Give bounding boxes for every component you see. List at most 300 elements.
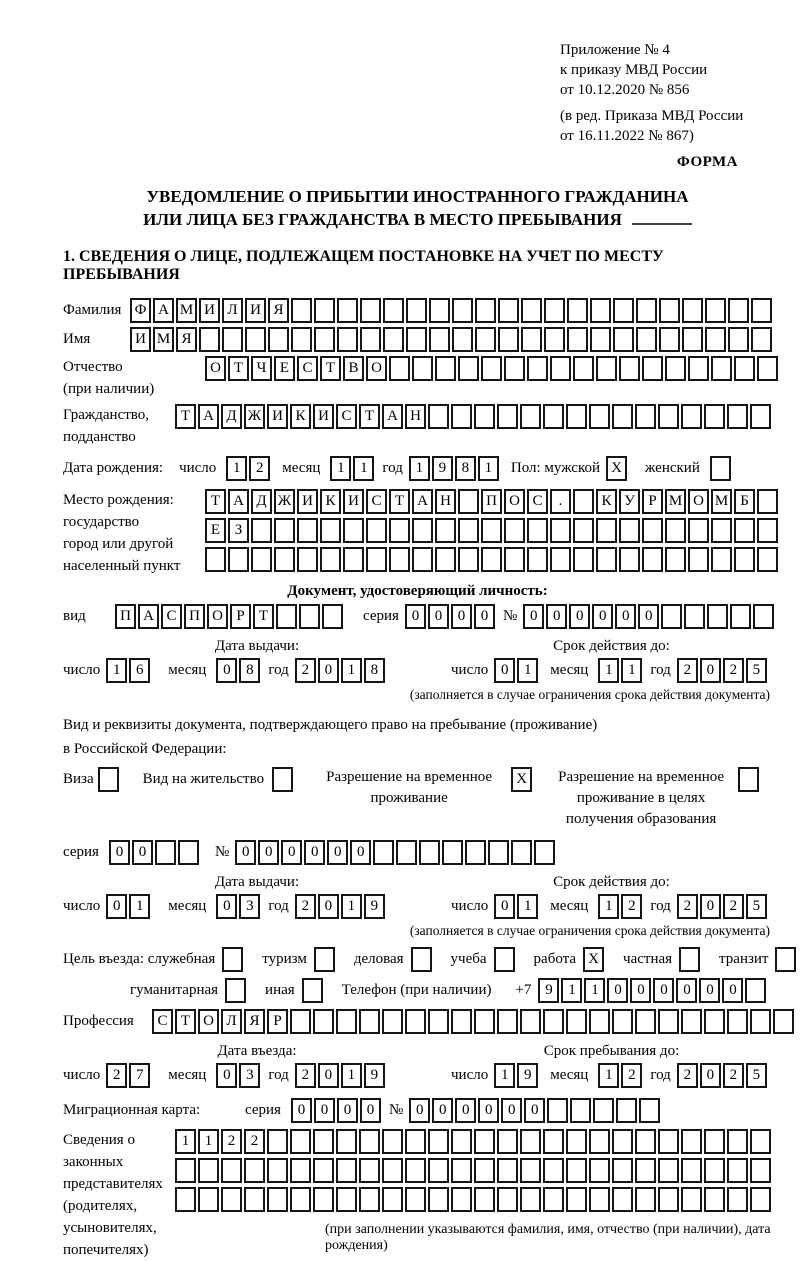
char-cell[interactable] (198, 1158, 219, 1183)
char-cell[interactable] (451, 404, 472, 429)
char-cell[interactable] (727, 1129, 748, 1154)
char-cell[interactable] (636, 327, 657, 352)
char-cell[interactable] (336, 1009, 357, 1034)
char-cell[interactable] (313, 1158, 334, 1183)
char-cell[interactable]: П (184, 604, 205, 629)
char-cell[interactable] (359, 1158, 380, 1183)
char-cell[interactable]: Т (253, 604, 274, 629)
char-cell[interactable]: 3 (239, 1063, 260, 1088)
char-cell[interactable] (665, 356, 686, 381)
char-cell[interactable] (291, 298, 312, 323)
char-cell[interactable] (383, 298, 404, 323)
char-cell[interactable]: С (336, 404, 357, 429)
char-cell[interactable] (550, 547, 571, 572)
char-cell[interactable] (314, 947, 335, 972)
char-cell[interactable]: Е (205, 518, 226, 543)
char-cell[interactable] (616, 1098, 637, 1123)
char-cell[interactable]: Я (176, 327, 197, 352)
char-cell[interactable] (773, 1009, 794, 1034)
char-cell[interactable] (544, 327, 565, 352)
char-cell[interactable] (707, 604, 728, 629)
char-cell[interactable] (389, 547, 410, 572)
title-fill-blank[interactable] (632, 223, 692, 225)
char-cell[interactable] (336, 1129, 357, 1154)
char-cell[interactable]: 0 (546, 604, 567, 629)
char-cell[interactable] (688, 518, 709, 543)
char-cell[interactable] (343, 518, 364, 543)
char-cell[interactable] (612, 1187, 633, 1212)
char-cell[interactable] (589, 1187, 610, 1212)
char-cell[interactable] (711, 547, 732, 572)
char-cell[interactable]: З (228, 518, 249, 543)
char-cell[interactable] (268, 327, 289, 352)
char-cell[interactable] (221, 1158, 242, 1183)
char-cell[interactable] (705, 298, 726, 323)
char-cell[interactable] (267, 1129, 288, 1154)
char-cell[interactable] (290, 1009, 311, 1034)
char-cell[interactable]: 0 (216, 894, 237, 919)
char-cell[interactable] (244, 1158, 265, 1183)
char-cell[interactable]: 0 (615, 604, 636, 629)
char-cell[interactable]: 0 (318, 894, 339, 919)
char-cell[interactable]: 1 (561, 978, 582, 1003)
char-cell[interactable]: 2 (295, 1063, 316, 1088)
char-cell[interactable] (665, 518, 686, 543)
char-cell[interactable] (710, 456, 731, 481)
char-cell[interactable] (566, 1129, 587, 1154)
char-cell[interactable] (527, 356, 548, 381)
char-cell[interactable]: С (366, 489, 387, 514)
char-cell[interactable] (635, 1129, 656, 1154)
char-cell[interactable] (520, 1129, 541, 1154)
char-cell[interactable]: О (688, 489, 709, 514)
char-cell[interactable]: С (161, 604, 182, 629)
char-cell[interactable] (544, 298, 565, 323)
char-cell[interactable]: А (228, 489, 249, 514)
char-cell[interactable]: Т (175, 404, 196, 429)
char-cell[interactable] (481, 356, 502, 381)
char-cell[interactable] (451, 1129, 472, 1154)
char-cell[interactable] (589, 1009, 610, 1034)
char-cell[interactable] (451, 1158, 472, 1183)
char-cell[interactable] (458, 518, 479, 543)
char-cell[interactable]: 9 (538, 978, 559, 1003)
char-cell[interactable] (619, 356, 640, 381)
char-cell[interactable]: 0 (524, 1098, 545, 1123)
char-cell[interactable]: 0 (451, 604, 472, 629)
char-cell[interactable] (175, 1187, 196, 1212)
char-cell[interactable] (274, 547, 295, 572)
char-cell[interactable]: Р (642, 489, 663, 514)
char-cell[interactable]: 0 (699, 978, 720, 1003)
char-cell[interactable]: Р (230, 604, 251, 629)
char-cell[interactable]: 0 (304, 840, 325, 865)
char-cell[interactable] (681, 1158, 702, 1183)
char-cell[interactable] (498, 298, 519, 323)
char-cell[interactable] (596, 518, 617, 543)
char-cell[interactable] (612, 1009, 633, 1034)
char-cell[interactable] (612, 1158, 633, 1183)
char-cell[interactable]: 0 (281, 840, 302, 865)
char-cell[interactable] (635, 1158, 656, 1183)
char-cell[interactable]: 1 (409, 456, 430, 481)
char-cell[interactable] (382, 1158, 403, 1183)
char-cell[interactable]: 1 (341, 658, 362, 683)
char-cell[interactable] (704, 404, 725, 429)
char-cell[interactable]: О (504, 489, 525, 514)
char-cell[interactable] (435, 547, 456, 572)
char-cell[interactable]: 1 (198, 1129, 219, 1154)
char-cell[interactable]: 1 (129, 894, 150, 919)
char-cell[interactable]: Д (251, 489, 272, 514)
char-cell[interactable] (567, 327, 588, 352)
char-cell[interactable]: И (199, 298, 220, 323)
char-cell[interactable] (297, 547, 318, 572)
char-cell[interactable] (465, 840, 486, 865)
char-cell[interactable]: 0 (132, 840, 153, 865)
char-cell[interactable] (658, 1187, 679, 1212)
char-cell[interactable]: 1 (517, 894, 538, 919)
char-cell[interactable]: 2 (295, 894, 316, 919)
char-cell[interactable]: 0 (523, 604, 544, 629)
char-cell[interactable]: 1 (175, 1129, 196, 1154)
char-cell[interactable]: Б (734, 489, 755, 514)
char-cell[interactable]: 0 (327, 840, 348, 865)
char-cell[interactable] (435, 356, 456, 381)
char-cell[interactable] (452, 327, 473, 352)
char-cell[interactable]: 5 (746, 658, 767, 683)
char-cell[interactable] (406, 298, 427, 323)
char-cell[interactable]: Р (267, 1009, 288, 1034)
char-cell[interactable] (688, 547, 709, 572)
char-cell[interactable] (750, 404, 771, 429)
char-cell[interactable] (738, 767, 759, 792)
char-cell[interactable] (619, 547, 640, 572)
char-cell[interactable] (728, 298, 749, 323)
char-cell[interactable] (155, 840, 176, 865)
char-cell[interactable] (734, 518, 755, 543)
char-cell[interactable]: Ч (251, 356, 272, 381)
char-cell[interactable]: 2 (221, 1129, 242, 1154)
char-cell[interactable] (405, 1187, 426, 1212)
char-cell[interactable]: 7 (129, 1063, 150, 1088)
char-cell[interactable]: 0 (501, 1098, 522, 1123)
char-cell[interactable]: В (343, 356, 364, 381)
char-cell[interactable]: 9 (364, 1063, 385, 1088)
char-cell[interactable]: 2 (677, 894, 698, 919)
char-cell[interactable]: Т (359, 404, 380, 429)
char-cell[interactable] (474, 1158, 495, 1183)
char-cell[interactable] (337, 298, 358, 323)
char-cell[interactable] (276, 604, 297, 629)
char-cell[interactable]: 5 (746, 894, 767, 919)
char-cell[interactable]: К (596, 489, 617, 514)
char-cell[interactable]: Н (405, 404, 426, 429)
char-cell[interactable] (336, 1187, 357, 1212)
char-cell[interactable] (511, 840, 532, 865)
char-cell[interactable]: 0 (350, 840, 371, 865)
char-cell[interactable]: 0 (318, 658, 339, 683)
char-cell[interactable] (734, 547, 755, 572)
char-cell[interactable] (520, 1187, 541, 1212)
char-cell[interactable]: 0 (700, 894, 721, 919)
char-cell[interactable] (451, 1009, 472, 1034)
char-cell[interactable] (658, 1129, 679, 1154)
char-cell[interactable] (198, 1187, 219, 1212)
char-cell[interactable] (290, 1187, 311, 1212)
char-cell[interactable] (428, 1129, 449, 1154)
char-cell[interactable]: Т (205, 489, 226, 514)
char-cell[interactable] (98, 767, 119, 792)
char-cell[interactable]: Д (221, 404, 242, 429)
char-cell[interactable] (730, 604, 751, 629)
char-cell[interactable]: Я (244, 1009, 265, 1034)
char-cell[interactable]: И (343, 489, 364, 514)
char-cell[interactable]: 0 (337, 1098, 358, 1123)
char-cell[interactable] (428, 1187, 449, 1212)
char-cell[interactable]: 1 (353, 456, 374, 481)
char-cell[interactable]: 5 (746, 1063, 767, 1088)
char-cell[interactable] (199, 327, 220, 352)
char-cell[interactable] (498, 327, 519, 352)
char-cell[interactable]: 1 (106, 658, 127, 683)
char-cell[interactable]: 9 (364, 894, 385, 919)
char-cell[interactable] (497, 1187, 518, 1212)
char-cell[interactable] (612, 404, 633, 429)
char-cell[interactable]: 2 (723, 658, 744, 683)
char-cell[interactable]: 0 (409, 1098, 430, 1123)
char-cell[interactable]: 0 (106, 894, 127, 919)
char-cell[interactable] (775, 947, 796, 972)
char-cell[interactable]: 0 (216, 1063, 237, 1088)
char-cell[interactable] (543, 1009, 564, 1034)
char-cell[interactable] (573, 356, 594, 381)
char-cell[interactable] (452, 298, 473, 323)
char-cell[interactable] (573, 518, 594, 543)
char-cell[interactable] (411, 947, 432, 972)
char-cell[interactable]: 0 (592, 604, 613, 629)
char-cell[interactable]: 1 (330, 456, 351, 481)
char-cell[interactable]: 0 (455, 1098, 476, 1123)
char-cell[interactable]: 2 (621, 1063, 642, 1088)
char-cell[interactable] (727, 1187, 748, 1212)
char-cell[interactable] (682, 298, 703, 323)
char-cell[interactable]: 0 (653, 978, 674, 1003)
char-cell[interactable]: 0 (478, 1098, 499, 1123)
char-cell[interactable] (711, 356, 732, 381)
char-cell[interactable]: 3 (239, 894, 260, 919)
char-cell[interactable] (750, 1187, 771, 1212)
char-cell[interactable]: 0 (676, 978, 697, 1003)
char-cell[interactable]: О (366, 356, 387, 381)
char-cell[interactable]: 2 (295, 658, 316, 683)
char-cell[interactable] (412, 547, 433, 572)
char-cell[interactable] (497, 1158, 518, 1183)
char-cell[interactable]: 2 (677, 658, 698, 683)
char-cell[interactable]: А (198, 404, 219, 429)
char-cell[interactable] (527, 547, 548, 572)
char-cell[interactable] (520, 1009, 541, 1034)
char-cell[interactable] (520, 404, 541, 429)
char-cell[interactable]: 0 (494, 658, 515, 683)
char-cell[interactable] (488, 840, 509, 865)
char-cell[interactable] (727, 404, 748, 429)
char-cell[interactable] (593, 1098, 614, 1123)
char-cell[interactable]: О (207, 604, 228, 629)
char-cell[interactable] (619, 518, 640, 543)
char-cell[interactable] (547, 1098, 568, 1123)
char-cell[interactable] (684, 604, 705, 629)
char-cell[interactable] (272, 767, 293, 792)
char-cell[interactable] (251, 518, 272, 543)
char-cell[interactable] (521, 298, 542, 323)
char-cell[interactable]: П (481, 489, 502, 514)
char-cell[interactable] (497, 404, 518, 429)
char-cell[interactable]: А (382, 404, 403, 429)
char-cell[interactable] (389, 518, 410, 543)
char-cell[interactable] (658, 404, 679, 429)
char-cell[interactable]: 0 (474, 604, 495, 629)
char-cell[interactable]: 1 (598, 1063, 619, 1088)
char-cell[interactable] (291, 327, 312, 352)
char-cell[interactable]: 2 (106, 1063, 127, 1088)
char-cell[interactable]: Е (274, 356, 295, 381)
char-cell[interactable]: М (176, 298, 197, 323)
char-cell[interactable] (658, 1009, 679, 1034)
char-cell[interactable]: Т (175, 1009, 196, 1034)
char-cell[interactable] (481, 518, 502, 543)
char-cell[interactable] (178, 840, 199, 865)
char-cell[interactable]: Т (389, 489, 410, 514)
char-cell[interactable] (382, 1009, 403, 1034)
char-cell[interactable]: 8 (239, 658, 260, 683)
char-cell[interactable]: 1 (598, 894, 619, 919)
char-cell[interactable]: 1 (517, 658, 538, 683)
char-cell[interactable] (336, 1158, 357, 1183)
char-cell[interactable] (635, 404, 656, 429)
char-cell[interactable]: 0 (360, 1098, 381, 1123)
char-cell[interactable]: О (198, 1009, 219, 1034)
char-cell[interactable]: К (320, 489, 341, 514)
char-cell[interactable] (728, 327, 749, 352)
char-cell[interactable] (639, 1098, 660, 1123)
char-cell[interactable] (751, 298, 772, 323)
char-cell[interactable] (458, 547, 479, 572)
char-cell[interactable] (566, 1009, 587, 1034)
char-cell[interactable]: X (583, 947, 604, 972)
char-cell[interactable]: 2 (244, 1129, 265, 1154)
char-cell[interactable] (753, 604, 774, 629)
char-cell[interactable] (757, 489, 778, 514)
char-cell[interactable] (222, 327, 243, 352)
char-cell[interactable]: С (152, 1009, 173, 1034)
char-cell[interactable] (406, 327, 427, 352)
char-cell[interactable] (337, 327, 358, 352)
char-cell[interactable] (382, 1187, 403, 1212)
char-cell[interactable] (704, 1158, 725, 1183)
char-cell[interactable]: 2 (621, 894, 642, 919)
char-cell[interactable]: О (205, 356, 226, 381)
char-cell[interactable]: 1 (621, 658, 642, 683)
char-cell[interactable]: 2 (723, 894, 744, 919)
char-cell[interactable] (570, 1098, 591, 1123)
char-cell[interactable]: К (290, 404, 311, 429)
char-cell[interactable] (659, 298, 680, 323)
char-cell[interactable]: 1 (226, 456, 247, 481)
char-cell[interactable] (704, 1129, 725, 1154)
char-cell[interactable]: 6 (129, 658, 150, 683)
char-cell[interactable] (681, 404, 702, 429)
char-cell[interactable] (750, 1158, 771, 1183)
char-cell[interactable] (302, 978, 323, 1003)
char-cell[interactable] (661, 604, 682, 629)
char-cell[interactable]: 0 (700, 658, 721, 683)
char-cell[interactable] (299, 604, 320, 629)
char-cell[interactable] (274, 518, 295, 543)
char-cell[interactable] (366, 518, 387, 543)
char-cell[interactable] (681, 1129, 702, 1154)
char-cell[interactable] (320, 547, 341, 572)
char-cell[interactable]: 0 (258, 840, 279, 865)
char-cell[interactable]: 0 (638, 604, 659, 629)
char-cell[interactable] (428, 1009, 449, 1034)
char-cell[interactable]: 0 (405, 604, 426, 629)
char-cell[interactable]: П (115, 604, 136, 629)
char-cell[interactable]: 1 (584, 978, 605, 1003)
char-cell[interactable] (442, 840, 463, 865)
char-cell[interactable]: X (511, 767, 532, 792)
char-cell[interactable] (757, 356, 778, 381)
char-cell[interactable] (244, 1187, 265, 1212)
char-cell[interactable]: Я (268, 298, 289, 323)
char-cell[interactable]: 2 (249, 456, 270, 481)
char-cell[interactable] (290, 1129, 311, 1154)
char-cell[interactable]: Т (320, 356, 341, 381)
char-cell[interactable] (543, 404, 564, 429)
char-cell[interactable]: Л (222, 298, 243, 323)
char-cell[interactable] (245, 327, 266, 352)
char-cell[interactable] (474, 1129, 495, 1154)
char-cell[interactable] (497, 1009, 518, 1034)
char-cell[interactable] (360, 327, 381, 352)
char-cell[interactable] (590, 298, 611, 323)
char-cell[interactable] (613, 298, 634, 323)
char-cell[interactable]: Ж (244, 404, 265, 429)
char-cell[interactable] (474, 1187, 495, 1212)
char-cell[interactable]: 1 (341, 1063, 362, 1088)
char-cell[interactable] (290, 1158, 311, 1183)
char-cell[interactable] (682, 327, 703, 352)
char-cell[interactable] (343, 547, 364, 572)
char-cell[interactable]: 0 (314, 1098, 335, 1123)
char-cell[interactable] (566, 404, 587, 429)
char-cell[interactable] (727, 1009, 748, 1034)
char-cell[interactable]: И (245, 298, 266, 323)
char-cell[interactable] (320, 518, 341, 543)
char-cell[interactable]: А (412, 489, 433, 514)
char-cell[interactable]: 2 (677, 1063, 698, 1088)
char-cell[interactable] (405, 1129, 426, 1154)
char-cell[interactable] (313, 1187, 334, 1212)
char-cell[interactable] (757, 547, 778, 572)
char-cell[interactable] (481, 547, 502, 572)
char-cell[interactable] (520, 1158, 541, 1183)
char-cell[interactable]: Н (435, 489, 456, 514)
char-cell[interactable]: 2 (723, 1063, 744, 1088)
char-cell[interactable] (658, 1158, 679, 1183)
char-cell[interactable] (550, 356, 571, 381)
char-cell[interactable] (419, 840, 440, 865)
